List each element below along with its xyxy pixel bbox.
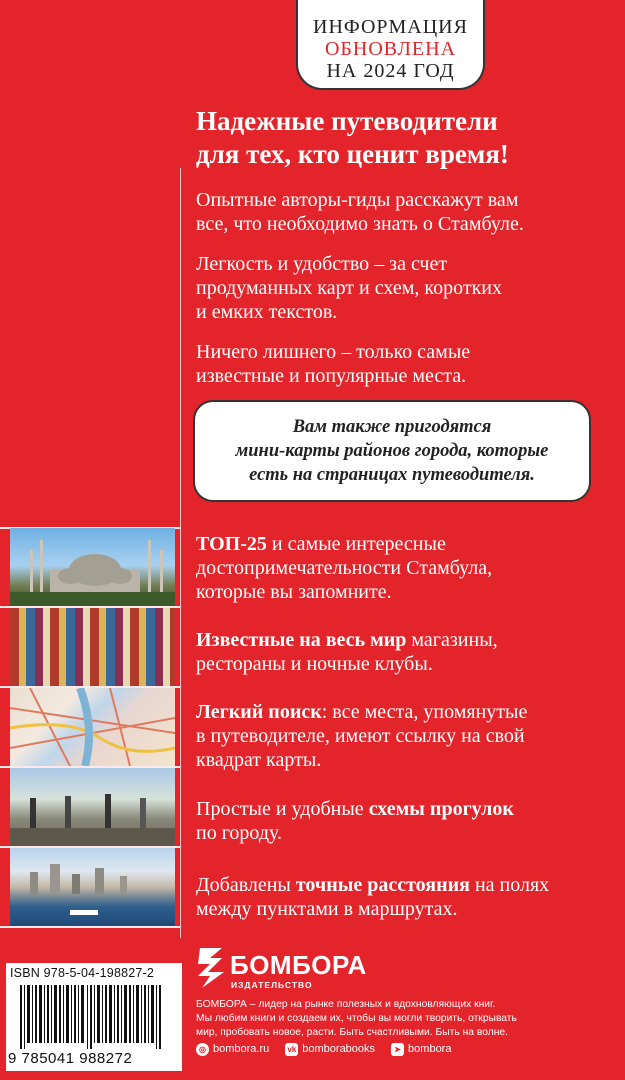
street-illustration <box>10 768 175 846</box>
feature-text: магазины, <box>406 629 498 651</box>
feature-line: между пунктами в маршрутах. <box>196 898 458 920</box>
paragraph-line: Опытные авторы-гиды расскажут вам <box>196 189 519 211</box>
social-links <box>196 1040 616 1058</box>
feature-line: в путеводителе, имеют ссылку на свой <box>196 725 525 747</box>
bosphorus-skyline-photo <box>10 848 175 926</box>
barcode-number: 9 785041 988272 <box>8 1050 133 1067</box>
social-label: bomborabooks <box>302 1043 376 1055</box>
skyline-illustration <box>10 848 175 926</box>
feature-bold: ТОП-25 <box>196 533 267 555</box>
paragraph-essentials <box>196 340 616 388</box>
barcode-icon <box>20 985 170 1049</box>
horizontal-divider <box>0 926 180 928</box>
feature-line: квадрат карты. <box>196 749 322 771</box>
social-telegram[interactable] <box>391 1041 451 1057</box>
feature-text: и самые интересные <box>266 533 446 555</box>
feature-line <box>196 873 616 897</box>
social-vk[interactable] <box>285 1041 375 1057</box>
vk-icon: vk <box>285 1043 298 1056</box>
social-label: bombora <box>408 1043 452 1055</box>
paragraph-line: известные и популярные места. <box>196 365 467 387</box>
feature-top25 <box>196 532 616 604</box>
feature-distances <box>196 873 616 921</box>
feature-line: которые вы запомните. <box>196 581 392 603</box>
publisher-name: БОМБОРА <box>230 950 367 980</box>
barcode-box <box>6 963 182 1071</box>
feature-text: Простые и удобные <box>196 798 369 820</box>
street-pigeons-photo <box>10 768 175 846</box>
feature-bold: Легкий поиск <box>196 701 322 723</box>
social-website[interactable] <box>196 1041 269 1057</box>
feature-bold: схемы прогулок <box>368 798 514 820</box>
feature-text: Добавлены <box>196 874 296 896</box>
bazaar-textiles-photo <box>10 608 175 686</box>
social-label: bombora.ru <box>213 1043 270 1055</box>
feature-text: : все места, упомянутые <box>321 701 528 723</box>
headline-line-1: Надежные путеводители <box>196 106 498 136</box>
callout-line: Вам также пригодятся <box>292 417 492 437</box>
paragraph-line: все, что необходимо знать о Стамбуле. <box>196 213 524 235</box>
isbn-text: ISBN 978-5-04-198827-2 <box>10 966 155 980</box>
badge-line-1: ИНФОРМАЦИЯ <box>313 16 468 38</box>
feature-line: достопримечательности Стамбула, <box>196 557 493 579</box>
paragraph-authors <box>196 188 616 236</box>
mosque-illustration <box>10 528 175 606</box>
about-line: мир, пробовать новое, расти. Быть счастливыми. Быть на волне. <box>196 1027 509 1038</box>
globe-icon: ◎ <box>196 1043 209 1056</box>
paragraph-line: Ничего лишнего – только самые <box>196 341 471 363</box>
feature-line: по городу. <box>196 822 283 844</box>
paragraph-line: продуманных карт и схем, коротких <box>196 277 502 299</box>
paragraph-convenience <box>196 252 616 324</box>
feature-line <box>196 628 616 652</box>
publisher-about <box>196 998 616 1040</box>
publisher-subtitle: ИЗДАТЕЛЬСТВО <box>231 980 313 990</box>
info-updated-badge <box>296 0 485 90</box>
feature-line <box>196 797 616 821</box>
feature-bold: Известные на весь мир <box>196 629 407 651</box>
mosque-photo <box>10 528 175 606</box>
about-line: Мы любим книги и создаем их, чтобы вы могли творить, открывать <box>196 1013 517 1024</box>
headline <box>196 105 616 171</box>
bombora-logo-icon <box>196 940 228 990</box>
feature-shops <box>196 628 616 676</box>
headline-line-2: для тех, кто ценит время! <box>196 139 509 169</box>
city-map-photo <box>10 688 175 766</box>
feature-text: на полях <box>469 874 550 896</box>
about-line: БОМБОРА – лидер на рынке полезных и вдохновляющих книг. <box>196 999 496 1010</box>
feature-line <box>196 700 616 724</box>
paragraph-line: и емких текстов. <box>196 301 338 323</box>
feature-bold: точные расстояния <box>295 874 470 896</box>
badge-line-3: НА 2024 ГОД <box>326 60 455 82</box>
feature-search <box>196 700 616 772</box>
callout-line: мини-карты районов города, которые <box>235 441 549 461</box>
feature-line: рестораны и ночные клубы. <box>196 653 433 675</box>
feature-walks <box>196 797 616 845</box>
map-lines-illustration <box>10 688 175 766</box>
telegram-icon: ➤ <box>391 1043 404 1056</box>
paragraph-line: Легкость и удобство – за счет <box>196 253 448 275</box>
badge-line-2: ОБНОВЛЕНА <box>324 38 457 60</box>
callout-line: есть на страницах путеводителя. <box>249 465 535 485</box>
mini-maps-callout <box>193 400 591 502</box>
vertical-divider <box>180 168 181 938</box>
feature-line <box>196 532 616 556</box>
